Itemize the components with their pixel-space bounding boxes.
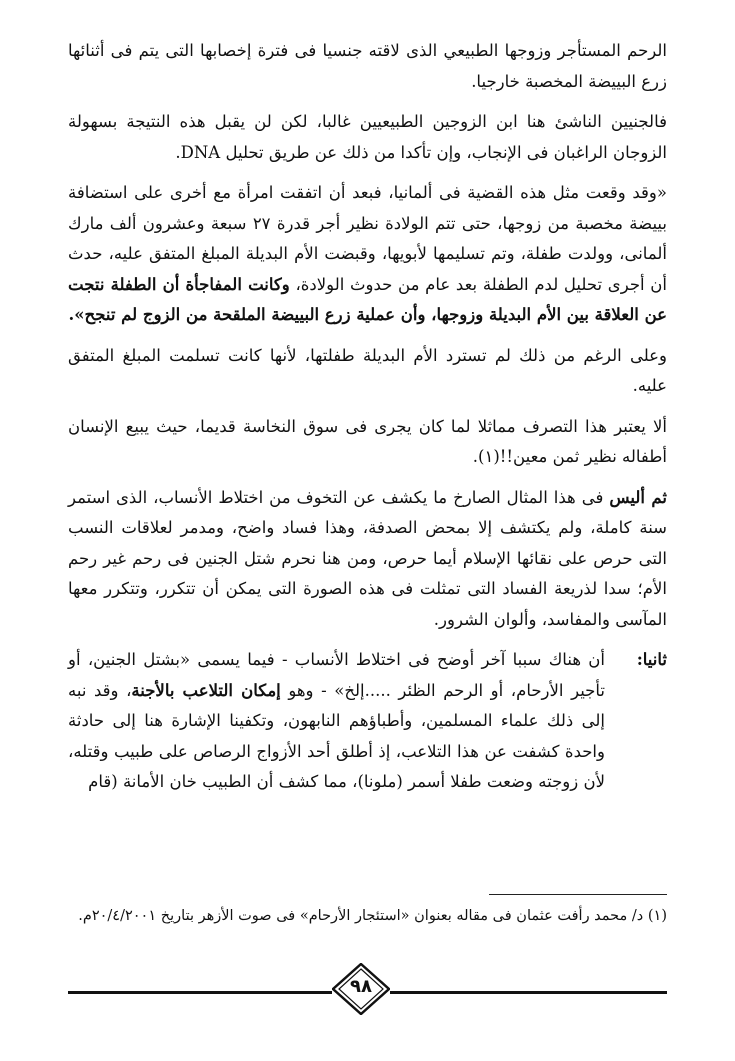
paragraph-5: ألا يعتبر هذا التصرف مماثلا لما كان يجرى فى سوق النخاسة قديما، حيث يبيع الإنسان أطفاله نظير ثمن معين!!(١). (68, 416, 667, 466)
paragraph-7-text-a: أن هناك سببا آخر أوضح فى اختلاط الأنساب - فيما يسمى «بشتل الجنين، أو تأجير الأرحام، أو الرحم الظئر .....إلخ» - وهو (68, 650, 605, 700)
quote-emphasis: وكانت المفاجأة أن الطفلة نتجت عن العلاقة بين الأم البديلة وزوجها، وأن عملية زرع البييضة الملقحة من الزوج لم تنجح». (68, 274, 667, 324)
paragraph-2: فالجنيين الناشئ هنا ابن الزوجين الطبيعيين غالبا، لكن لن يقبل هذه النتيجة بسهولة الزوجان الراغبان فى الإنجاب، وإن تأكدا من ذلك عن طريق تحليل DNA. (68, 112, 667, 162)
paragraph-6-text: فى هذا المثال الصارخ ما يكشف عن التخوف من اختلاط الأنساب، الذى استمر سنة كاملة، ولم يكتشف إلا بمحض الصدفة، وهذا فساد واضح، ومدمر لعلاقات النسب التى حرص على نقائها الإسلام أيما حرص، ومن هنا نحرم شتل الجنين فى رحم غير رحم الأم؛ سدا لذريعة الفساد التى تمثلت فى هذه الصورة التى يمكن أن تتكرر، وتتكرر معها المآسى والمفاسد، وألوان الشرور. (68, 487, 667, 629)
paragraph-7-emphasis: إمكان التلاعب بالأجنة (131, 680, 281, 700)
paragraph-1: الرحم المستأجر وزوجها الطبيعي الذى لاقته جنسيا فى فترة إخصابها التى يتم فى أثنائها زرع البييضة المخصبة خارجيا. (68, 41, 667, 91)
paragraph-3-quote (68, 178, 667, 331)
paragraph-6-lead: ثم أليس (609, 487, 667, 507)
paragraph-7-secondly (68, 645, 667, 798)
body-text (68, 36, 667, 808)
footnote: (١) د/ محمد رأفت عثمان فى مقاله بعنوان «استئجار الأرحام» فى صوت الأزهر بتاريخ ٢٠/٤/٢٠٠١م. (78, 908, 667, 924)
page-number: ٩٨ (350, 976, 372, 997)
footnote-divider (489, 894, 667, 895)
quote-text: «وقد وقعت مثل هذه القضية فى ألمانيا، فبعد أن اتفقت امرأة مع أخرى على استضافة بييضة مخصبة من زوجها، حتى تتم الولادة نظير أجر قدرة ٢٧ سبعة وعشرون ألف مارك ألمانى، وولدت طفلة، وتم تسليمها لأبويها، وقبضت الأم البديلة المبلغ المتفق عليه، حدث أن أجرى تحليل لدم الطفلة بعد عام من حدوث الولادة، (68, 183, 668, 294)
page-number-badge (332, 963, 390, 1015)
secondly-label: ثانيا: (636, 650, 667, 669)
paragraph-6 (68, 483, 667, 636)
paragraph-4: وعلى الرغم من ذلك لم تسترد الأم البديلة طفلتها، لأنها كانت تسلمت المبلغ المتفق عليه. (68, 345, 667, 395)
paragraph-7-text-b: ، وقد نبه إلى ذلك علماء المسلمين، وأطباؤهم النابهون، وتكفينا الإشارة هنا إلى حادثة واحدة كشفت عن هذا التلاعب، إذ أطلق أحد الأزواج الرصاص على طبيب وقتله، لأن زوجته وضعت طفلا أسمر (ملونا)، مما كشف أن الطبيب خان الأمانة (قام (68, 680, 605, 791)
